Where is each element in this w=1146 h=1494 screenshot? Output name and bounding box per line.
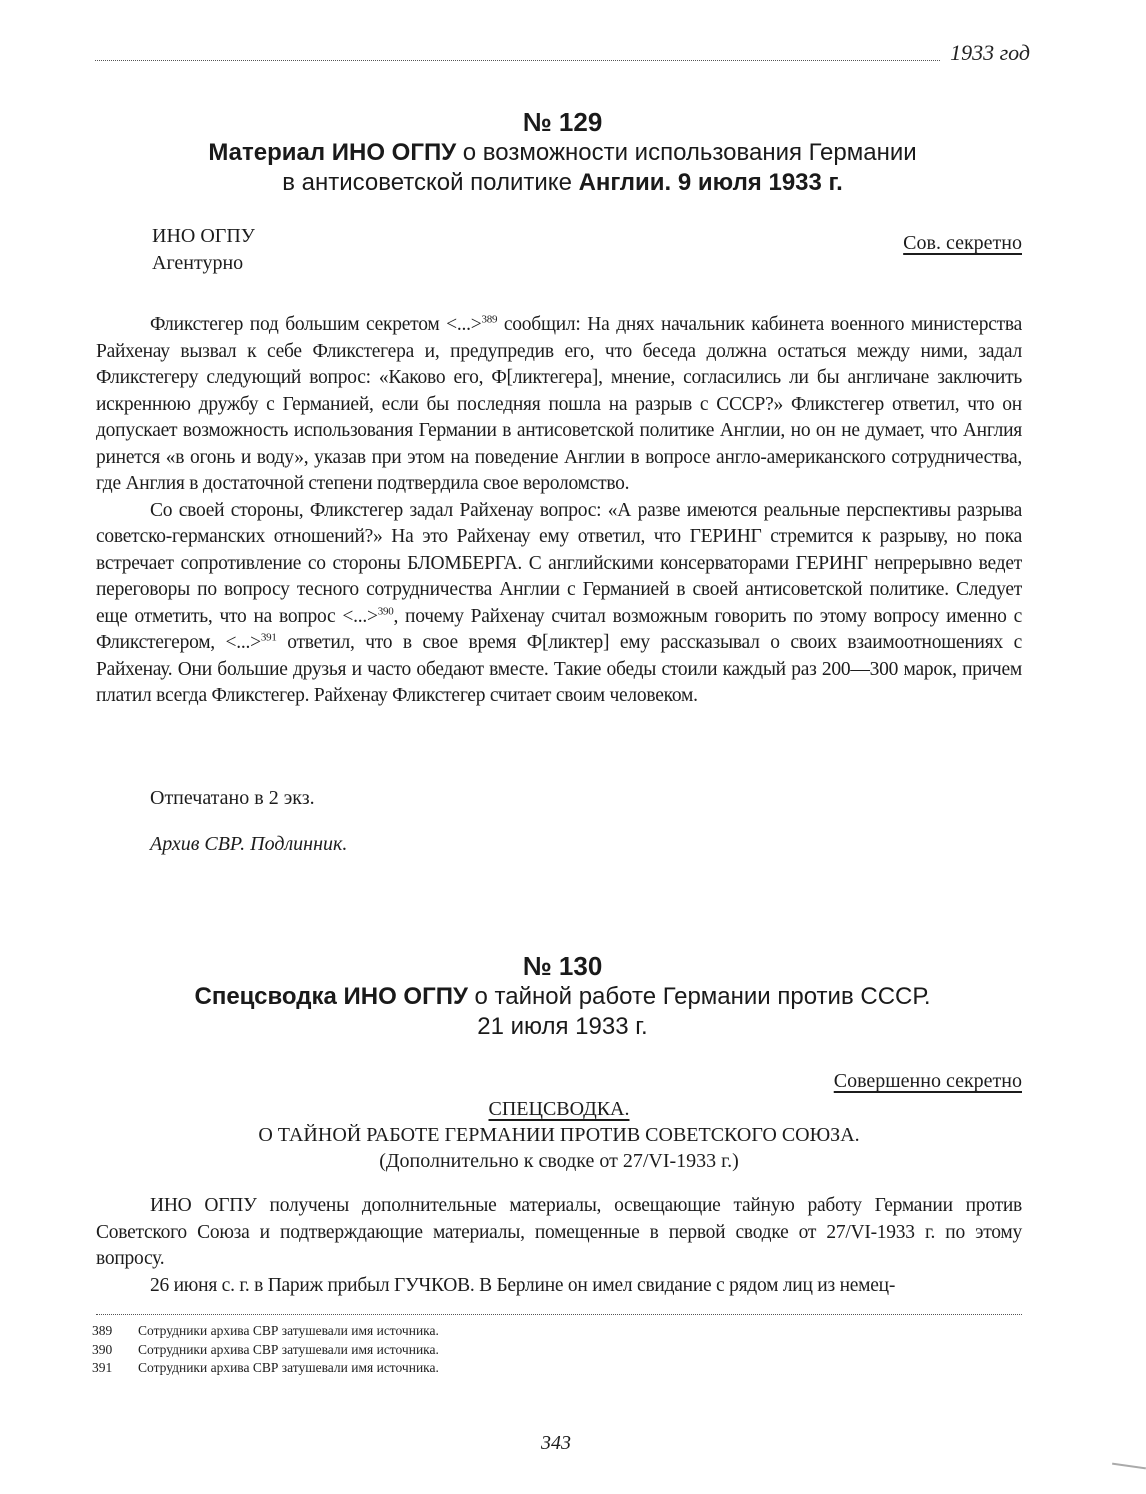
doc129-number: № 129 bbox=[522, 107, 603, 137]
doc130-title-line2: 21 июля 1933 г. bbox=[477, 1013, 648, 1040]
doc129-title-line2-normal: в антисоветской политике bbox=[282, 169, 579, 196]
doc129-body bbox=[96, 312, 1022, 710]
footnote-ref-389[interactable]: 389 bbox=[481, 313, 498, 326]
footnote-ref-390[interactable]: 390 bbox=[377, 605, 394, 617]
running-title: 1933 год bbox=[950, 40, 1030, 65]
footnote-391: 391 Сотрудники архива СВР затушевали имя источника. bbox=[92, 1360, 439, 1375]
footnote-ref-391[interactable]: 391 bbox=[260, 631, 277, 644]
doc130-paragraph-1: ИНО ОГПУ получены дополнительные материалы, освещающие тайную работу Германии против Советского Союза и подтверждающие материалы, помещенные в первой сводке от 27/VI-1933 г. по этому вопросу. bbox=[96, 1195, 1022, 1269]
footnote-389: 389 Сотрудники архива СВР затушевали имя источника. bbox=[92, 1323, 439, 1338]
footnote-390: 390 Сотрудники архива СВР затушевали имя источника. bbox=[92, 1341, 439, 1357]
doc130-title-rest: о тайной работе Германии против СССР. bbox=[467, 983, 931, 1010]
footnotes bbox=[92, 1322, 792, 1378]
doc130-title-bold: Спецсводка ИНО ОГПУ bbox=[194, 983, 468, 1010]
doc130-heading-label: СПЕЦСВОДКА. bbox=[488, 1098, 630, 1120]
footnote-dotted-rule bbox=[96, 1314, 1022, 1315]
scan-artifact bbox=[1112, 1463, 1146, 1470]
doc130-heading bbox=[95, 950, 1030, 1042]
doc130-subheading: О ТАЙНОЙ РАБОТЕ ГЕРМАНИИ ПРОТИВ СОВЕТСКОГО СОЮЗА. bbox=[258, 1124, 860, 1146]
doc130-number: № 130 bbox=[522, 951, 603, 981]
doc129-archive-note: Архив СВР. Подлинник. bbox=[150, 833, 348, 855]
header-dotted-rule bbox=[95, 60, 940, 61]
doc129-sender-sub: Агентурно bbox=[152, 252, 244, 274]
doc129-paragraph-2: Со своей стороны, Фликстегер задал Райхенау вопрос: «А разве имеются реальные перспективы разрыва советско-германских отношений?» На это Райхенау ему ответил, что ГЕРИНГ стремится к разрыву, но пока встречает сопротивление со стороны БЛОМБЕРГА. С английскими консерваторами ГЕРИНГ непрерывно ведет переговоры по вопросу тесного сотрудничества Англии с Германией в своей антисоветской политике. Следует еще отметить, что на вопрос <...>$^{390}$, почему Райхенау считал возможным говорить по этому вопросу именно с Фликстегером, <...>$^{391}$ ответил, что в свое время Ф[ликтер] ему рассказывал о своих взаимоотношениях с Райхенау. Они большие друзья и часто обедают вместе. Такие обеды стоили каждый раз 200—300 марок, причем платил всегда Фликстегер. Райхенау Фликстегер считает своим человеком. bbox=[96, 499, 1022, 706]
doc129-copies-note: Отпечатано в 2 экз. bbox=[150, 787, 315, 809]
doc129-title-line2 bbox=[95, 168, 1030, 198]
doc130-body bbox=[96, 1193, 1022, 1299]
doc129-sender-block bbox=[152, 223, 255, 277]
doc130-subnote: (Дополнительно к сводке от 27/VI-1933 г.) bbox=[379, 1150, 739, 1172]
doc129-title-line2-bold: Англии. 9 июля 1933 г. bbox=[578, 169, 843, 196]
page-number: 343 bbox=[541, 1432, 571, 1454]
running-header bbox=[95, 38, 1030, 68]
doc129-title-bold: Материал ИНО ОГПУ bbox=[208, 139, 457, 166]
doc129-heading bbox=[95, 106, 1030, 198]
doc129-title-line1 bbox=[95, 138, 1030, 168]
doc129-title-rest: о возможности использования Германии bbox=[456, 139, 917, 166]
doc130-paragraph-2: 26 июня с. г. в Париж прибыл ГУЧКОВ. В Берлине он имел свидание с рядом лиц из немец- bbox=[150, 1274, 896, 1296]
doc130-title-line1 bbox=[95, 982, 1030, 1012]
doc129-paragraph-1: Фликстегер под большим секретом <...>$^{389}$ сообщил: На днях начальник кабинета военного министерства Райхенау вызвал к себе Фликстегера и, предупредив его, что беседа должна остаться между ними, задал Фликстегеру следующий вопрос: «Каково его, Ф[ликтегера], мнение, согласились ли бы англичане заключить искреннюю дружбу с Германией, если бы последняя пошла на разрыв с СССР?» Фликстегер ответил, что он допускает возможность использования Германии в антисоветской политике Англии, но он не думает, что Англия ринется «в огонь и воду», указав при этом на поведение Англии в вопросе англо-американского сотрудничества, где Англия в достаточной степени подтвердила свое вероломство. bbox=[96, 313, 1022, 494]
doc129-classification: Сов. секретно bbox=[903, 232, 1022, 254]
doc129-sender: ИНО ОГПУ bbox=[152, 225, 255, 247]
doc130-classification: Совершенно секретно bbox=[833, 1070, 1022, 1092]
